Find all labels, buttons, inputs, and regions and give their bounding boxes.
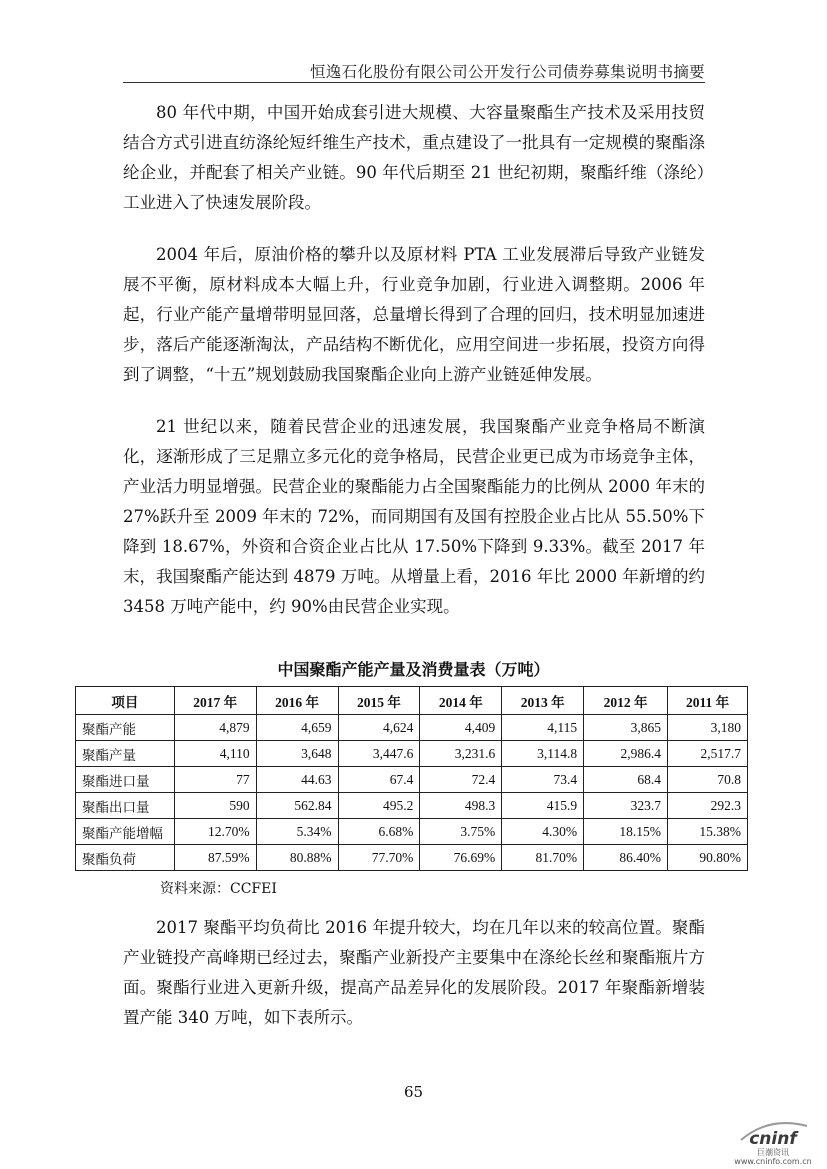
- paragraph-4: 2017 聚酯平均负荷比 2016 年提升较大，均在几年以来的较高位置。聚酯产业链投产高峰期已经过去，聚酯产业新投产主要集中在涤纶长丝和聚酯瓶片方面。聚酯行业进入更新升级，提高产品差异化的发展阶段。2017 年聚酯新增装置产能 340 万吨，如下表所示。: [123, 918, 705, 1027]
- table-cell: 4,115: [502, 715, 584, 741]
- watermark-name: cninf: [749, 1129, 797, 1149]
- table-cell: 3.75%: [420, 819, 502, 845]
- table-cell: 81.70%: [502, 845, 584, 871]
- table-cell: 3,114.8: [502, 741, 584, 767]
- header-divider: [123, 82, 705, 83]
- table-cell: 4,624: [338, 715, 420, 741]
- swoosh-icon: [739, 1122, 809, 1142]
- table-cell: 77.70%: [338, 845, 420, 871]
- table-cell: 4,409: [420, 715, 502, 741]
- column-header: 2016 年: [256, 687, 338, 715]
- table-cell: 498.3: [420, 793, 502, 819]
- column-header: 2013 年: [502, 687, 584, 715]
- table-cell: 87.59%: [174, 845, 256, 871]
- table-cell: 18.15%: [584, 819, 668, 845]
- table-source-note: 资料来源：CCFEI: [160, 881, 277, 897]
- table-cell: 415.9: [502, 793, 584, 819]
- row-label: 聚酯产能: [76, 715, 175, 741]
- table-cell: 323.7: [584, 793, 668, 819]
- column-header: 2014 年: [420, 687, 502, 715]
- column-header: 2017 年: [174, 687, 256, 715]
- watermark-subtitle: 巨潮资讯: [757, 1148, 789, 1157]
- table-cell: 4,110: [174, 741, 256, 767]
- polyester-capacity-table: [75, 686, 748, 871]
- page-number: 65: [403, 1083, 424, 1101]
- table-cell: 80.88%: [256, 845, 338, 871]
- row-label: 聚酯产能增幅: [76, 819, 175, 845]
- table-cell: 5.34%: [256, 819, 338, 845]
- column-header: 2011 年: [668, 687, 748, 715]
- table-cell: 562.84: [256, 793, 338, 819]
- table-row: [76, 715, 748, 741]
- table-cell: 3,865: [584, 715, 668, 741]
- table-cell: 44.63: [256, 767, 338, 793]
- table-cell: 3,231.6: [420, 741, 502, 767]
- table-cell: 3,180: [668, 715, 748, 741]
- row-label: 聚酯负荷: [76, 845, 175, 871]
- table-cell: 70.8: [668, 767, 748, 793]
- table-cell: 292.3: [668, 793, 748, 819]
- table-cell: 2,517.7: [668, 741, 748, 767]
- table-cell: 73.4: [502, 767, 584, 793]
- table-cell: 495.2: [338, 793, 420, 819]
- table-title: 中国聚酯产能产量及消费量表（万吨）: [277, 660, 550, 679]
- table-cell: 76.69%: [420, 845, 502, 871]
- table-cell: 3,447.6: [338, 741, 420, 767]
- column-header: 2012 年: [584, 687, 668, 715]
- table-cell: 3,648: [256, 741, 338, 767]
- column-header: 项目: [76, 687, 175, 715]
- table-row: [76, 767, 748, 793]
- table-cell: 77: [174, 767, 256, 793]
- paragraph-1: 80 年代中期，中国开始成套引进大规模、大容量聚酯生产技术及采用技贸结合方式引进直纺涤纶短纤维生产技术，重点建设了一批具有一定规模的聚酯涤纶企业，并配套了相关产业链。90 年代后期至 21 世纪初期，聚酯纤维（涤纶）工业进入了快速发展阶段。: [123, 103, 705, 212]
- cninfo-watermark-logo: [733, 1120, 813, 1166]
- table-row: [76, 741, 748, 767]
- table-cell: 6.68%: [338, 819, 420, 845]
- paragraph-2: 2004 年后，原油价格的攀升以及原材料 PTA 工业发展滞后导致产业链发展不平衡，原材料成本大幅上升，行业竞争加剧，行业进入调整期。2006 年起，行业产能产量增带明显回落，总量增长得到了合理的回归，技术明显加速进步，落后产能逐渐淘汰，产品结构不断优化，应用空间进一步拓展，投资方向得到了调整，“十五”规划鼓励我国聚酯企业向上游产业链延伸发展。: [123, 245, 705, 384]
- table-cell: 12.70%: [174, 819, 256, 845]
- table-row: [76, 819, 748, 845]
- row-label: 聚酯进口量: [76, 767, 175, 793]
- table-cell: 15.38%: [668, 819, 748, 845]
- table-cell: 72.4: [420, 767, 502, 793]
- table-row: [76, 793, 748, 819]
- table-cell: 4.30%: [502, 819, 584, 845]
- row-label: 聚酯出口量: [76, 793, 175, 819]
- watermark-url: www.cninfo.com.cn: [734, 1157, 812, 1166]
- table-cell: 68.4: [584, 767, 668, 793]
- document-title: 恒逸石化股份有限公司公开发行公司债券募集说明书摘要: [309, 63, 705, 81]
- table-cell: 2,986.4: [584, 741, 668, 767]
- table-cell: 90.80%: [668, 845, 748, 871]
- table-row: [76, 845, 748, 871]
- table-header-row: [76, 687, 748, 715]
- column-header: 2015 年: [338, 687, 420, 715]
- row-label: 聚酯产量: [76, 741, 175, 767]
- table-cell: 67.4: [338, 767, 420, 793]
- table-cell: 86.40%: [584, 845, 668, 871]
- table-cell: 4,879: [174, 715, 256, 741]
- paragraph-3: 21 世纪以来，随着民营企业的迅速发展，我国聚酯产业竞争格局不断演化，逐渐形成了三足鼎立多元化的竞争格局，民营企业更已成为市场竞争主体，产业活力明显增强。民营企业的聚酯能力占全国聚酯能力的比例从 2000 年末的 27%跃升至 2009 年末的 72%，而同期国有及国有控股企业占比从 55.50%下降到 18.67%，外资和合资企业占比从 17.50%下降到 9.33%。截至 2017 年末，我国聚酯产能达到 4879 万吨。从增量上看，2016 年比 2000 年新增的约 3458 万吨产能中，约 90%由民营企业实现。: [123, 417, 705, 616]
- table-cell: 590: [174, 793, 256, 819]
- table-cell: 4,659: [256, 715, 338, 741]
